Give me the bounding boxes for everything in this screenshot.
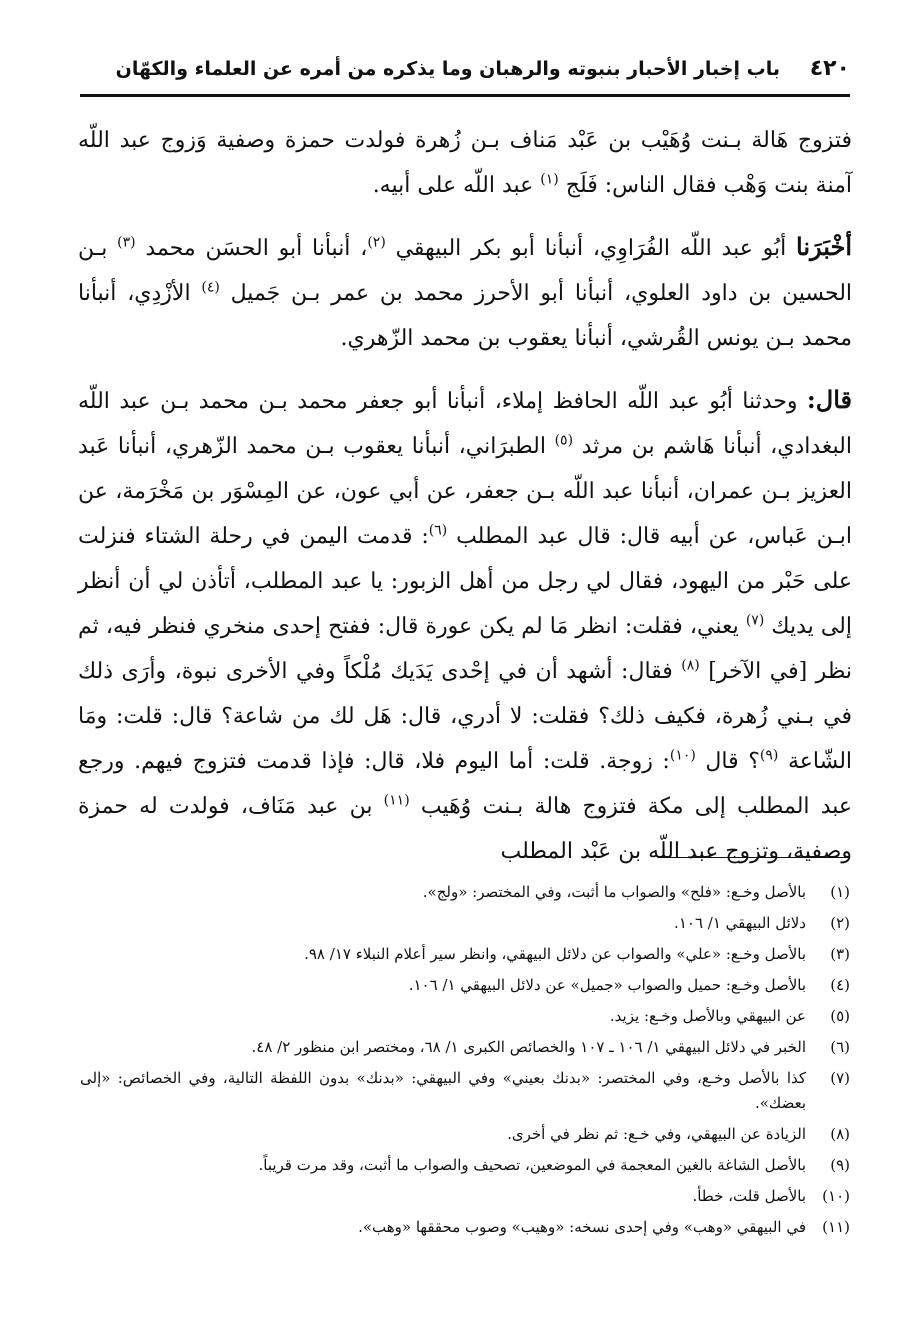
footnote-number: (٤) [830, 976, 850, 994]
paragraph [78, 118, 852, 208]
page-header [80, 56, 850, 92]
footnote-number: (٦) [830, 1038, 850, 1056]
footnote-ref: (١٠) [669, 747, 696, 764]
footnote-number: (٥) [830, 1007, 850, 1025]
footnote-text: بالأصل قلت، خطأ. [692, 1187, 806, 1205]
text-run: فتزوج هَالة بـنت وُهَيْب بن عَبْد مَناف بـن زُهرة فولدت حمزة وصفية وَزوج عبد اللّه آمنة بنت وَهْب فقال الناس: فَلَج [78, 128, 852, 198]
footnote-number: (١١) [822, 1218, 850, 1236]
footnote-item [80, 1184, 850, 1209]
text-run: الأزْدِي، أنبأنا محمد بـن يونس القُرشي، أنبأنا يعقوب بن محمد الزّهري. [78, 281, 852, 351]
footnote-text: كذا بالأصل وخـع، وفي المختصر: «بدنك بعيني» وفي البيهقي: «بدنك» بدون اللفظة التالية، وفي الخصائص: «إلى بعضك». [80, 1069, 806, 1112]
footnote-ref: (٥) [554, 432, 574, 449]
footnote-item [80, 942, 850, 967]
text-run: ؟ قال [695, 749, 760, 774]
text-run: الطبرَاني، أنبأنا يعقوب بـن محمد الزّهري، أنبأنا عَبد العزيز بـن عمران، أنبأنا عبد اللّه بـن جعفر، عن أبي عون، عن المِسْوَر بن مَخْرَمة، عن ابـن عَباس، عن أبيه قال: قال عبد المطلب [78, 434, 852, 549]
footnote-ref: (٦) [428, 522, 448, 539]
footnote-ref: (١١) [383, 792, 410, 809]
footnote-ref: (١) [540, 171, 559, 188]
footnote-ref: (٢) [367, 234, 386, 251]
footnote-item [80, 1004, 850, 1029]
text-run: أبُو عبد اللّه الفُرَاوِي، أنبأنا أبو بكر البيهقي [385, 236, 797, 261]
footnote-number: (٢) [830, 914, 850, 932]
text-run: عبد اللّه على أبيه. [372, 173, 541, 198]
footnote-ref: (٩) [759, 747, 779, 764]
running-title: باب إخبار الأحبار بنبوته والرهبان وما يذكره من أمره عن العلماء والكهّان [115, 58, 780, 80]
text-run: بن عبد مَنَاف، فولدت له حمزة وصفية، وتزوج عبد اللّه بن عَبْد المطلب [78, 794, 852, 864]
footnote-ref: (٣) [117, 234, 136, 251]
footnote-item [80, 1122, 850, 1147]
footnote-text: بالأصل الشاغة بالغين المعجمة في الموضعين، تصحيف والصواب ما أثبت، وقد مرت قريباً. [258, 1156, 806, 1174]
header-divider [80, 94, 850, 97]
footnote-text: في البيهقي «وهب» وفي إحدى نسخه: «وهيب» وصوب محققها «وهب». [358, 1218, 806, 1236]
footnote-text: بالأصل وخـع: حميل والصواب «جميل» عن دلائل البيهقي ١/ ١٠٦. [408, 976, 806, 994]
footnote-divider [660, 857, 846, 858]
footnote-item [80, 973, 850, 998]
paragraph-lead: أخْبَرَنا [796, 232, 853, 261]
text-run: : قدمت اليمن في رحلة الشتاء فنزلت على حَبْر من اليهود، فقال لي رجل من أهل الزبور: يا عبد المطلب، أتأذن لي أن أنظر إلى يديك [78, 524, 852, 639]
footnote-item [80, 1215, 850, 1240]
text-run: فقال: أشهد أن في إحْدى يَدَيك مُلْكاً وفي الأخرى نبوة، وأرَى ذلك في بـني زُهرة، فكيف ذلك؟ فقلت: لا أدري، قال: هَل لك من شاعة؟ قال: قلت: ومَا الشّاعة [78, 659, 853, 774]
paragraph-lead: قال: [806, 385, 852, 414]
footnote-text: الزيادة عن البيهقي، وفي خـع: ثم نظر في أخرى. [507, 1125, 806, 1143]
footnote-number: (١٠) [822, 1187, 850, 1205]
footnote-item [80, 880, 850, 905]
footnote-ref: (٨) [681, 657, 700, 674]
main-text [78, 118, 852, 890]
footnote-text: بالأصل وخـع: «فلح» والصواب ما أثبت، وفي المختصر: «ولج». [422, 883, 806, 901]
footnote-number: (١) [830, 883, 850, 901]
text-run: بـن الحسين بن داود العلوي، أنبأنا أبو الأحرز محمد بن عمر بـن جَميل [78, 236, 853, 306]
paragraph [78, 377, 852, 874]
page-number: ٤٢٠ [809, 56, 850, 81]
footnote-text: عن البيهقي وبالأصل وخـع: يزيد. [609, 1007, 806, 1025]
text-run: وحدثنا أبُو عبد اللّه الحافظ إملاء، أنبأنا أبو جعفر محمد بـن محمد بـن عبد اللّه البغدادي، أنبأنا هَاشم بن مرثد [78, 389, 852, 459]
footnote-item [80, 911, 850, 936]
footnote-number: (٧) [830, 1069, 850, 1087]
footnote-ref: (٤) [201, 279, 220, 296]
footnote-item [80, 1066, 850, 1116]
footnote-number: (٨) [830, 1125, 850, 1143]
footnote-item [80, 1035, 850, 1060]
text-run: ، أنبأنا أبو الحسَن محمد [135, 236, 368, 261]
footnotes [80, 880, 850, 1246]
footnote-text: دلائل البيهقي ١/ ١٠٦. [674, 914, 806, 932]
footnote-text: الخبر في دلائل البيهقي ١/ ١٠٦ ـ ١٠٧ والخصائص الكبرى ١/ ٦٨، ومختصر ابن منظور ٢/ ٤٨. [251, 1038, 806, 1056]
footnote-number: (٣) [830, 945, 850, 963]
text-run: : زوجة. قلت: أما اليوم فلا، قال: فإذا قدمت فتزوج فيهم. ورجع عبد المطلب إلى مكة فتزوج هالة بـنت وُهَيب [78, 749, 853, 819]
footnote-number: (٩) [830, 1156, 850, 1174]
footnote-item [80, 1153, 850, 1178]
paragraph [78, 224, 852, 361]
footnote-text: بالأصل وخـع: «علي» والصواب عن دلائل البيهقي، وانظر سير أعلام النبلاء ١٧/ ٩٨. [304, 945, 806, 963]
text-run: يعني، فقلت: انظر مَا لم يكن عورة قال: ففتح إحدى منخري فنظر فيه، ثم نظر [في الآخر] [78, 614, 852, 684]
footnote-ref: (٧) [745, 612, 765, 629]
